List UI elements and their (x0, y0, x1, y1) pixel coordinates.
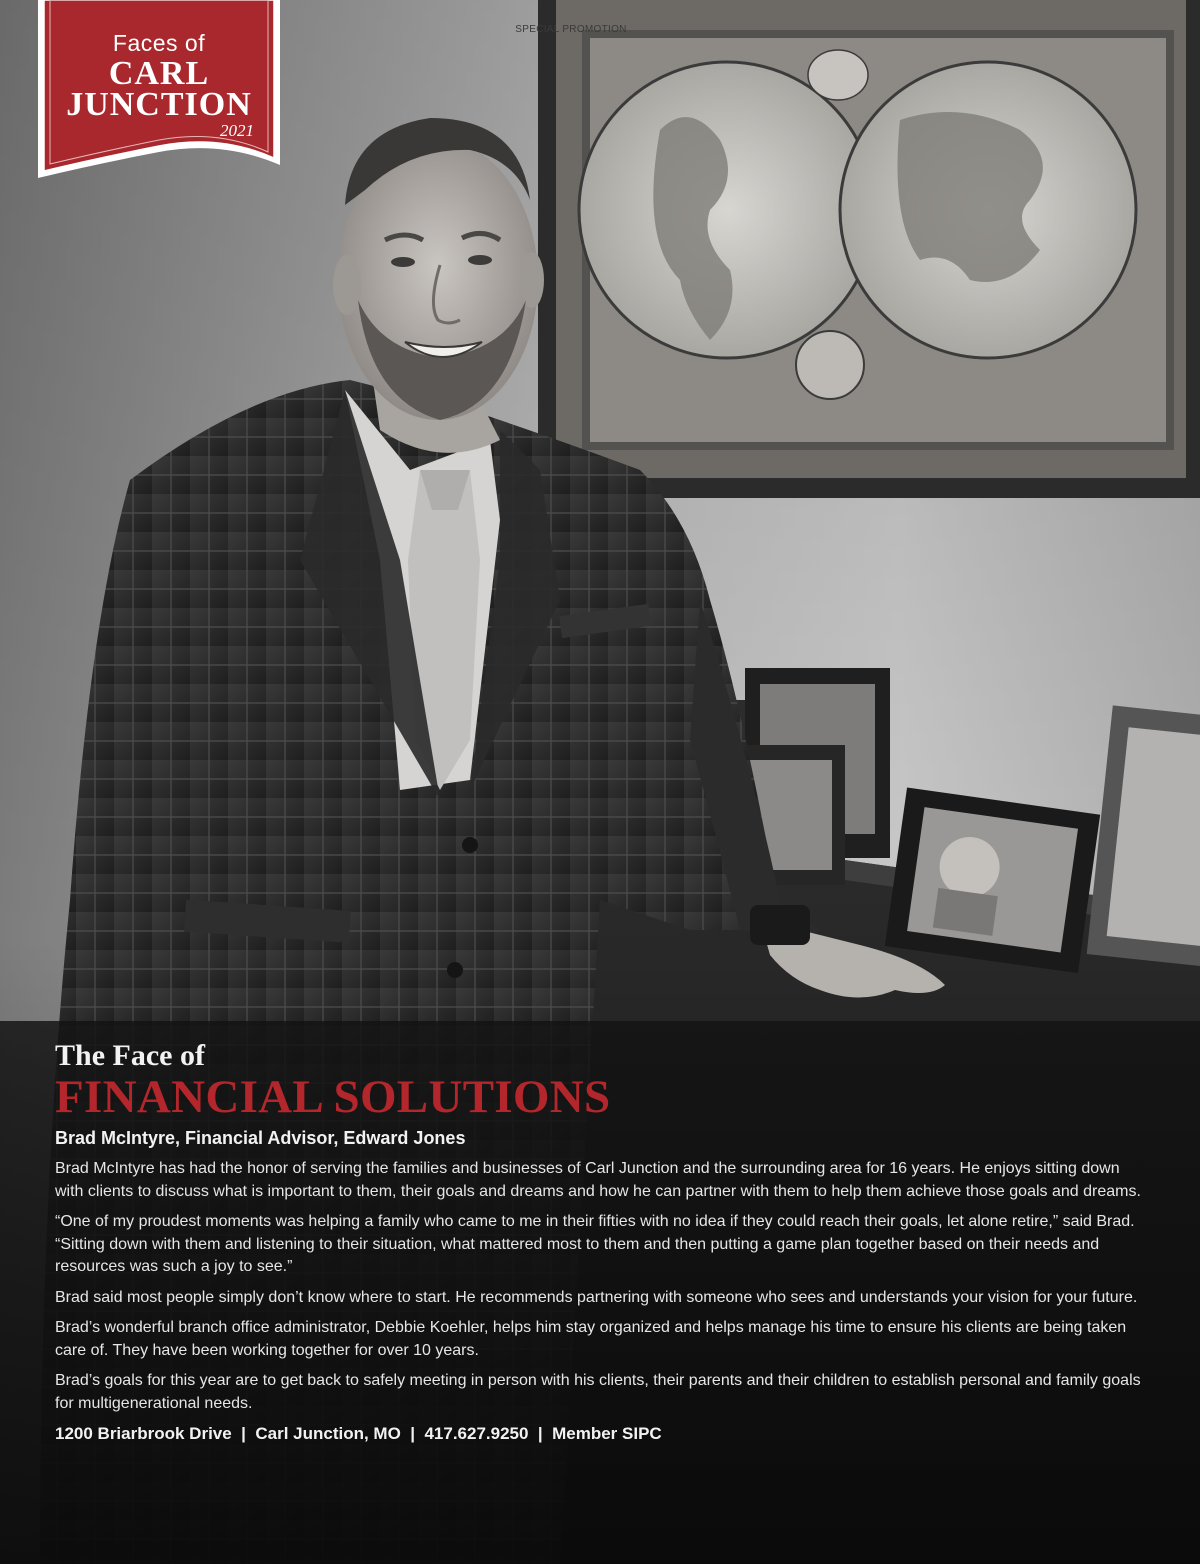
article-eyebrow: The Face of (55, 1039, 205, 1072)
article-body (55, 1039, 1145, 1445)
article-paragraph: Brad said most people simply don’t know where to start. He recommends partnering with someone who sees and understands your vision for your future. (55, 1288, 1138, 1306)
article-panel (0, 1021, 1200, 1564)
badge-junction: JUNCTION (66, 86, 252, 123)
badge-year: 2021 (220, 121, 254, 140)
article-paragraph: Brad’s wonderful branch office administrator, Debbie Koehler, helps him stay organized and helps manage his time to ensure his clients are being taken care of. They have been working together for over 10 years. (55, 1319, 1127, 1359)
faces-of-carl-junction-badge (36, 0, 282, 182)
article-byline: Brad McIntyre, Financial Advisor, Edward Jones (55, 1128, 466, 1148)
article-paragraph: “One of my proudest moments was helping a family who came to me in their fifties with no idea if they could reach their goals, let alone retire,” said Brad. “Sitting down with them and listening to their situation, what mattered most to them and then putting a game plan together based on their needs and resources was such a joy to see.” (55, 1213, 1135, 1275)
contact-line: 1200 Briarbrook Drive | Carl Junction, MO | 417.627.9250 | Member SIPC (55, 1424, 662, 1443)
special-promotion-label: SPECIAL PROMOTION (515, 24, 627, 35)
article-paragraph: Brad McIntyre has had the honor of serving the families and businesses of Carl Junction and the surrounding area for 16 years. He enjoys sitting down with clients to discuss what is important to them, their goals and dreams and how he can partner with them to help them achieve those goals and dreams. (55, 1160, 1141, 1200)
badge-carl: CARL (108, 55, 210, 92)
article-paragraph: Brad’s goals for this year are to get back to safely meeting in person with his clients, their parents and their children to establish personal and family goals for multigenerational needs. (55, 1372, 1141, 1412)
badge-faces-of: Faces of (112, 30, 206, 56)
article-title: FINANCIAL SOLUTIONS (55, 1071, 611, 1123)
